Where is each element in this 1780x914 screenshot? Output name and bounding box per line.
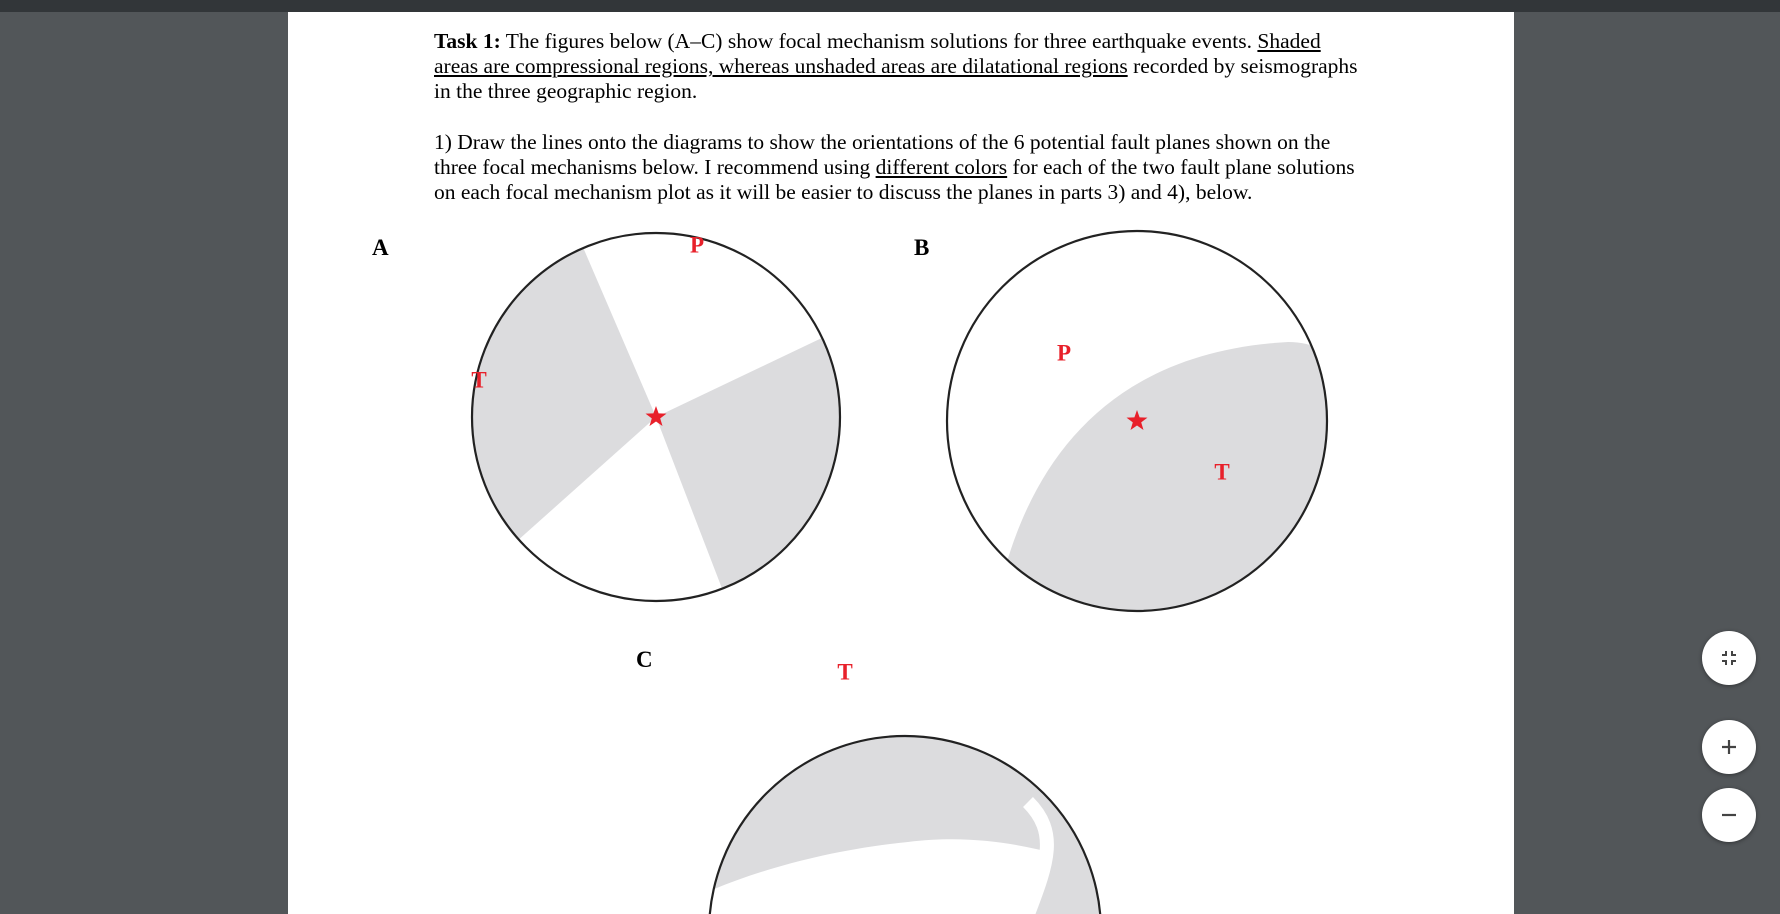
zoom-out-button[interactable] — [1702, 788, 1756, 842]
question-1-end: for each of the two fault plane solutions on each focal mechanism plot as it will be easier to discuss the planes in parts 3) and 4), below. — [434, 155, 1355, 204]
figure-b-p-axis-label: P — [1056, 340, 1072, 366]
figure-a-t-axis-label: T — [471, 367, 487, 393]
fit-to-page-button[interactable] — [1702, 631, 1756, 685]
task-intro-underlined: Shaded areas are compressional regions, whereas unshaded areas are dilatational regions — [434, 29, 1321, 78]
focal-mechanism-a — [288, 12, 1514, 914]
figure-a-label: A — [372, 235, 389, 260]
figure-c-label: C — [636, 647, 653, 672]
pdf-page — [288, 12, 1514, 914]
zoom-in-button[interactable] — [1702, 720, 1756, 774]
figure-a-compressional-quadrants — [408, 231, 928, 630]
question-1-start: 1) Draw the lines onto the diagrams to show the orientations of the 6 potential fault planes shown on the three focal mechanisms below. I recommend using — [434, 130, 1331, 179]
question-1-underlined: different colors — [875, 155, 1008, 179]
figure-c-compressional-region — [668, 712, 1138, 914]
figure-b-t-axis-label: T — [1214, 459, 1230, 485]
viewer-top-bar — [0, 0, 1780, 12]
task-intro-end: recorded by seismographs in the three geographic region. — [434, 54, 1358, 103]
task-intro-text: The figures below (A–C) show focal mechanism solutions for three earthquake events. — [500, 29, 1258, 53]
figure-b-compressional-region — [998, 342, 1357, 621]
minus-icon — [1719, 805, 1739, 825]
plus-icon — [1719, 737, 1739, 757]
figure-b-label: B — [914, 235, 930, 260]
figure-c-t-axis-label: T — [837, 659, 853, 685]
task-title: Task 1: — [434, 29, 501, 53]
fit-to-page-icon — [1719, 648, 1739, 668]
figure-a-p-axis-label: P — [689, 232, 705, 258]
